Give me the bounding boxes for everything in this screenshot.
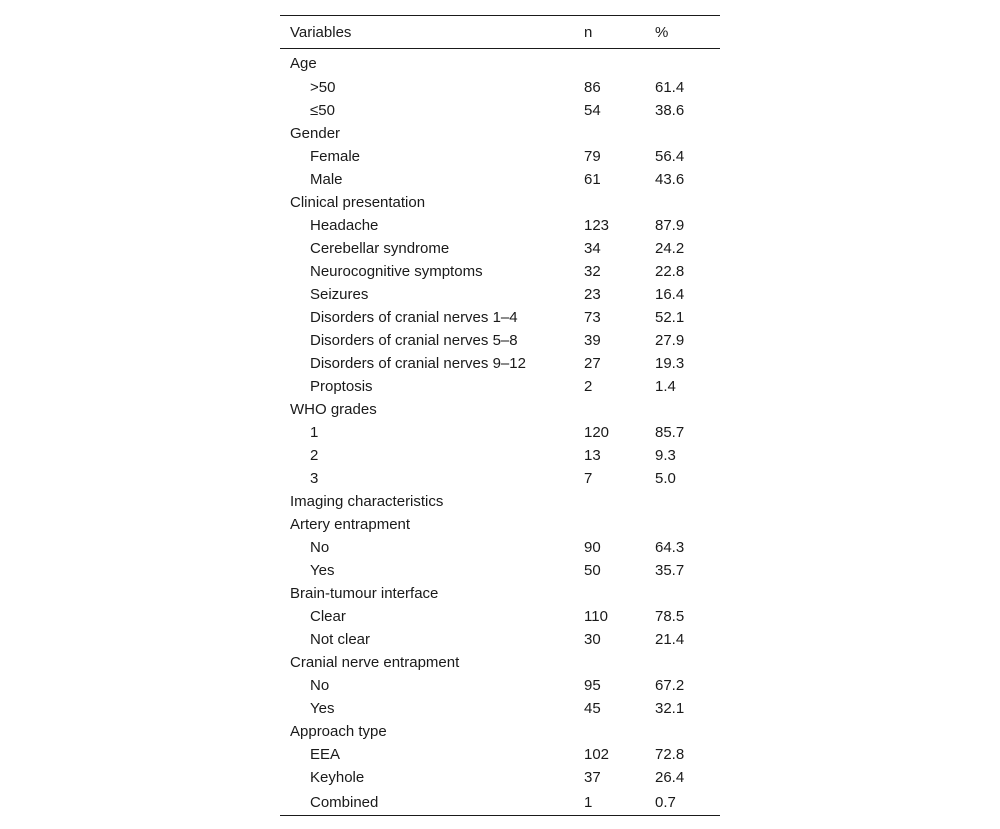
row-n-value: 50 [584,561,601,579]
table-row [280,444,720,467]
table-row [280,375,720,398]
row-percent-value: 61.4 [655,78,685,96]
row-n-value [574,398,645,421]
table-row [280,743,720,766]
row-percent-value: 52.1 [655,308,685,326]
row-n-value: 45 [584,699,601,717]
row-percent-value [645,191,720,214]
row-n-value [574,513,645,536]
row-label: Disorders of cranial nerves 1–4 [310,308,518,326]
row-n-value: 13 [584,446,601,464]
table-row [280,467,720,490]
row-percent-value: 24.2 [655,239,685,257]
table-row [280,421,720,444]
row-n-value: 1 [574,789,645,816]
row-percent-value [645,122,720,145]
table-body [280,49,720,816]
row-label: Clear [310,607,346,625]
section-label: Cranial nerve entrapment [290,653,460,671]
section-label: Artery entrapment [290,515,411,533]
table-section-row [280,398,720,421]
row-label: Not clear [310,630,371,648]
header-row [280,16,720,49]
table-row [280,559,720,582]
row-label: 3 [310,469,319,487]
row-label: >50 [310,78,336,96]
row-percent-value: 21.4 [655,630,685,648]
row-percent-value: 85.7 [655,423,685,441]
row-percent-value: 67.2 [655,676,685,694]
row-n-value [574,720,645,743]
row-percent-value [645,49,720,76]
row-percent-value [645,582,720,605]
row-label: Seizures [310,285,369,303]
table-section-row [280,122,720,145]
section-label: Clinical presentation [290,193,426,211]
row-n-value [574,651,645,674]
row-percent-value: 38.6 [655,101,685,119]
table-row [280,766,720,789]
row-percent-value: 26.4 [655,768,685,786]
row-percent-value: 9.3 [655,446,676,464]
row-n-value: 2 [584,377,593,395]
header-n: n [574,16,645,49]
row-percent-value [645,398,720,421]
row-percent-value: 43.6 [655,170,685,188]
row-label: Cerebellar syndrome [310,239,450,257]
row-n-value: 123 [584,216,610,234]
row-label: 1 [310,423,319,441]
header-percent: % [645,16,720,49]
row-percent-value: 72.8 [655,745,685,763]
section-label: Imaging characteristics [290,492,444,510]
table-section-row [280,490,720,513]
row-label: Proptosis [310,377,373,395]
row-n-value [574,191,645,214]
section-label: Brain-tumour interface [290,584,439,602]
row-n-value: 61 [584,170,601,188]
row-label: ≤50 [310,101,335,119]
row-label: Yes [310,561,335,579]
table-row [280,697,720,720]
table-row [280,145,720,168]
row-label: Yes [310,699,335,717]
row-percent-value: 1.4 [655,377,676,395]
section-label: Approach type [290,722,387,740]
row-percent-value: 0.7 [645,789,720,816]
row-percent-value: 35.7 [655,561,685,579]
row-n-value: 23 [584,285,601,303]
table-row [280,329,720,352]
row-label: No [310,538,330,556]
row-n-value: 79 [584,147,601,165]
table-row [280,283,720,306]
row-percent-value: 87.9 [655,216,685,234]
row-n-value: 54 [584,101,601,119]
row-n-value: 90 [584,538,601,556]
table-row [280,605,720,628]
table-row [280,237,720,260]
row-n-value: 37 [584,768,601,786]
row-percent-value: 78.5 [655,607,685,625]
row-percent-value: 16.4 [655,285,685,303]
row-percent-value [645,490,720,513]
table-section-row [280,191,720,214]
row-label: Combined [280,789,574,816]
row-n-value: 30 [584,630,601,648]
table-section-row [280,651,720,674]
table-row [280,352,720,375]
row-n-value: 102 [584,745,610,763]
row-percent-value: 32.1 [655,699,685,717]
patient-characteristics-table-container [280,15,720,816]
row-n-value [574,122,645,145]
row-label: EEA [310,745,341,763]
row-n-value: 7 [584,469,593,487]
row-n-value [574,49,645,76]
row-n-value: 32 [584,262,601,280]
row-percent-value: 64.3 [655,538,685,556]
row-label: Disorders of cranial nerves 9–12 [310,354,526,372]
row-percent-value: 5.0 [655,469,676,487]
table-section-row [280,720,720,743]
row-n-value: 39 [584,331,601,349]
row-label: Keyhole [310,768,365,786]
row-percent-value: 22.8 [655,262,685,280]
row-percent-value: 56.4 [655,147,685,165]
row-label: No [310,676,330,694]
section-label: Gender [290,124,341,142]
row-percent-value [645,720,720,743]
row-n-value: 110 [584,607,608,625]
table-row [280,214,720,237]
table-row [280,789,720,816]
row-label: Male [310,170,343,188]
row-n-value [574,582,645,605]
row-n-value: 95 [584,676,601,694]
row-n-value: 27 [584,354,601,372]
row-n-value [574,490,645,513]
row-n-value: 86 [584,78,601,96]
table-header [280,16,720,49]
row-percent-value: 27.9 [655,331,685,349]
section-label: Age [290,54,317,72]
table-row [280,260,720,283]
table-row [280,99,720,122]
table-row [280,306,720,329]
row-label: Female [310,147,361,165]
row-percent-value [645,651,720,674]
table-row [280,76,720,99]
row-label: Disorders of cranial nerves 5–8 [310,331,518,349]
table-row [280,674,720,697]
row-label: 2 [310,446,319,464]
row-n-value: 34 [584,239,601,257]
row-label: Neurocognitive symptoms [310,262,483,280]
table-section-row [280,513,720,536]
section-label: WHO grades [290,400,377,418]
patient-characteristics-table [280,15,720,816]
row-percent-value [645,513,720,536]
table-row [280,628,720,651]
table-row [280,536,720,559]
header-variables: Variables [280,16,574,49]
row-label: Headache [310,216,379,234]
table-row [280,168,720,191]
row-n-value: 120 [584,423,610,441]
table-section-row [280,49,720,76]
row-percent-value: 19.3 [655,354,685,372]
row-n-value: 73 [584,308,601,326]
table-section-row [280,582,720,605]
